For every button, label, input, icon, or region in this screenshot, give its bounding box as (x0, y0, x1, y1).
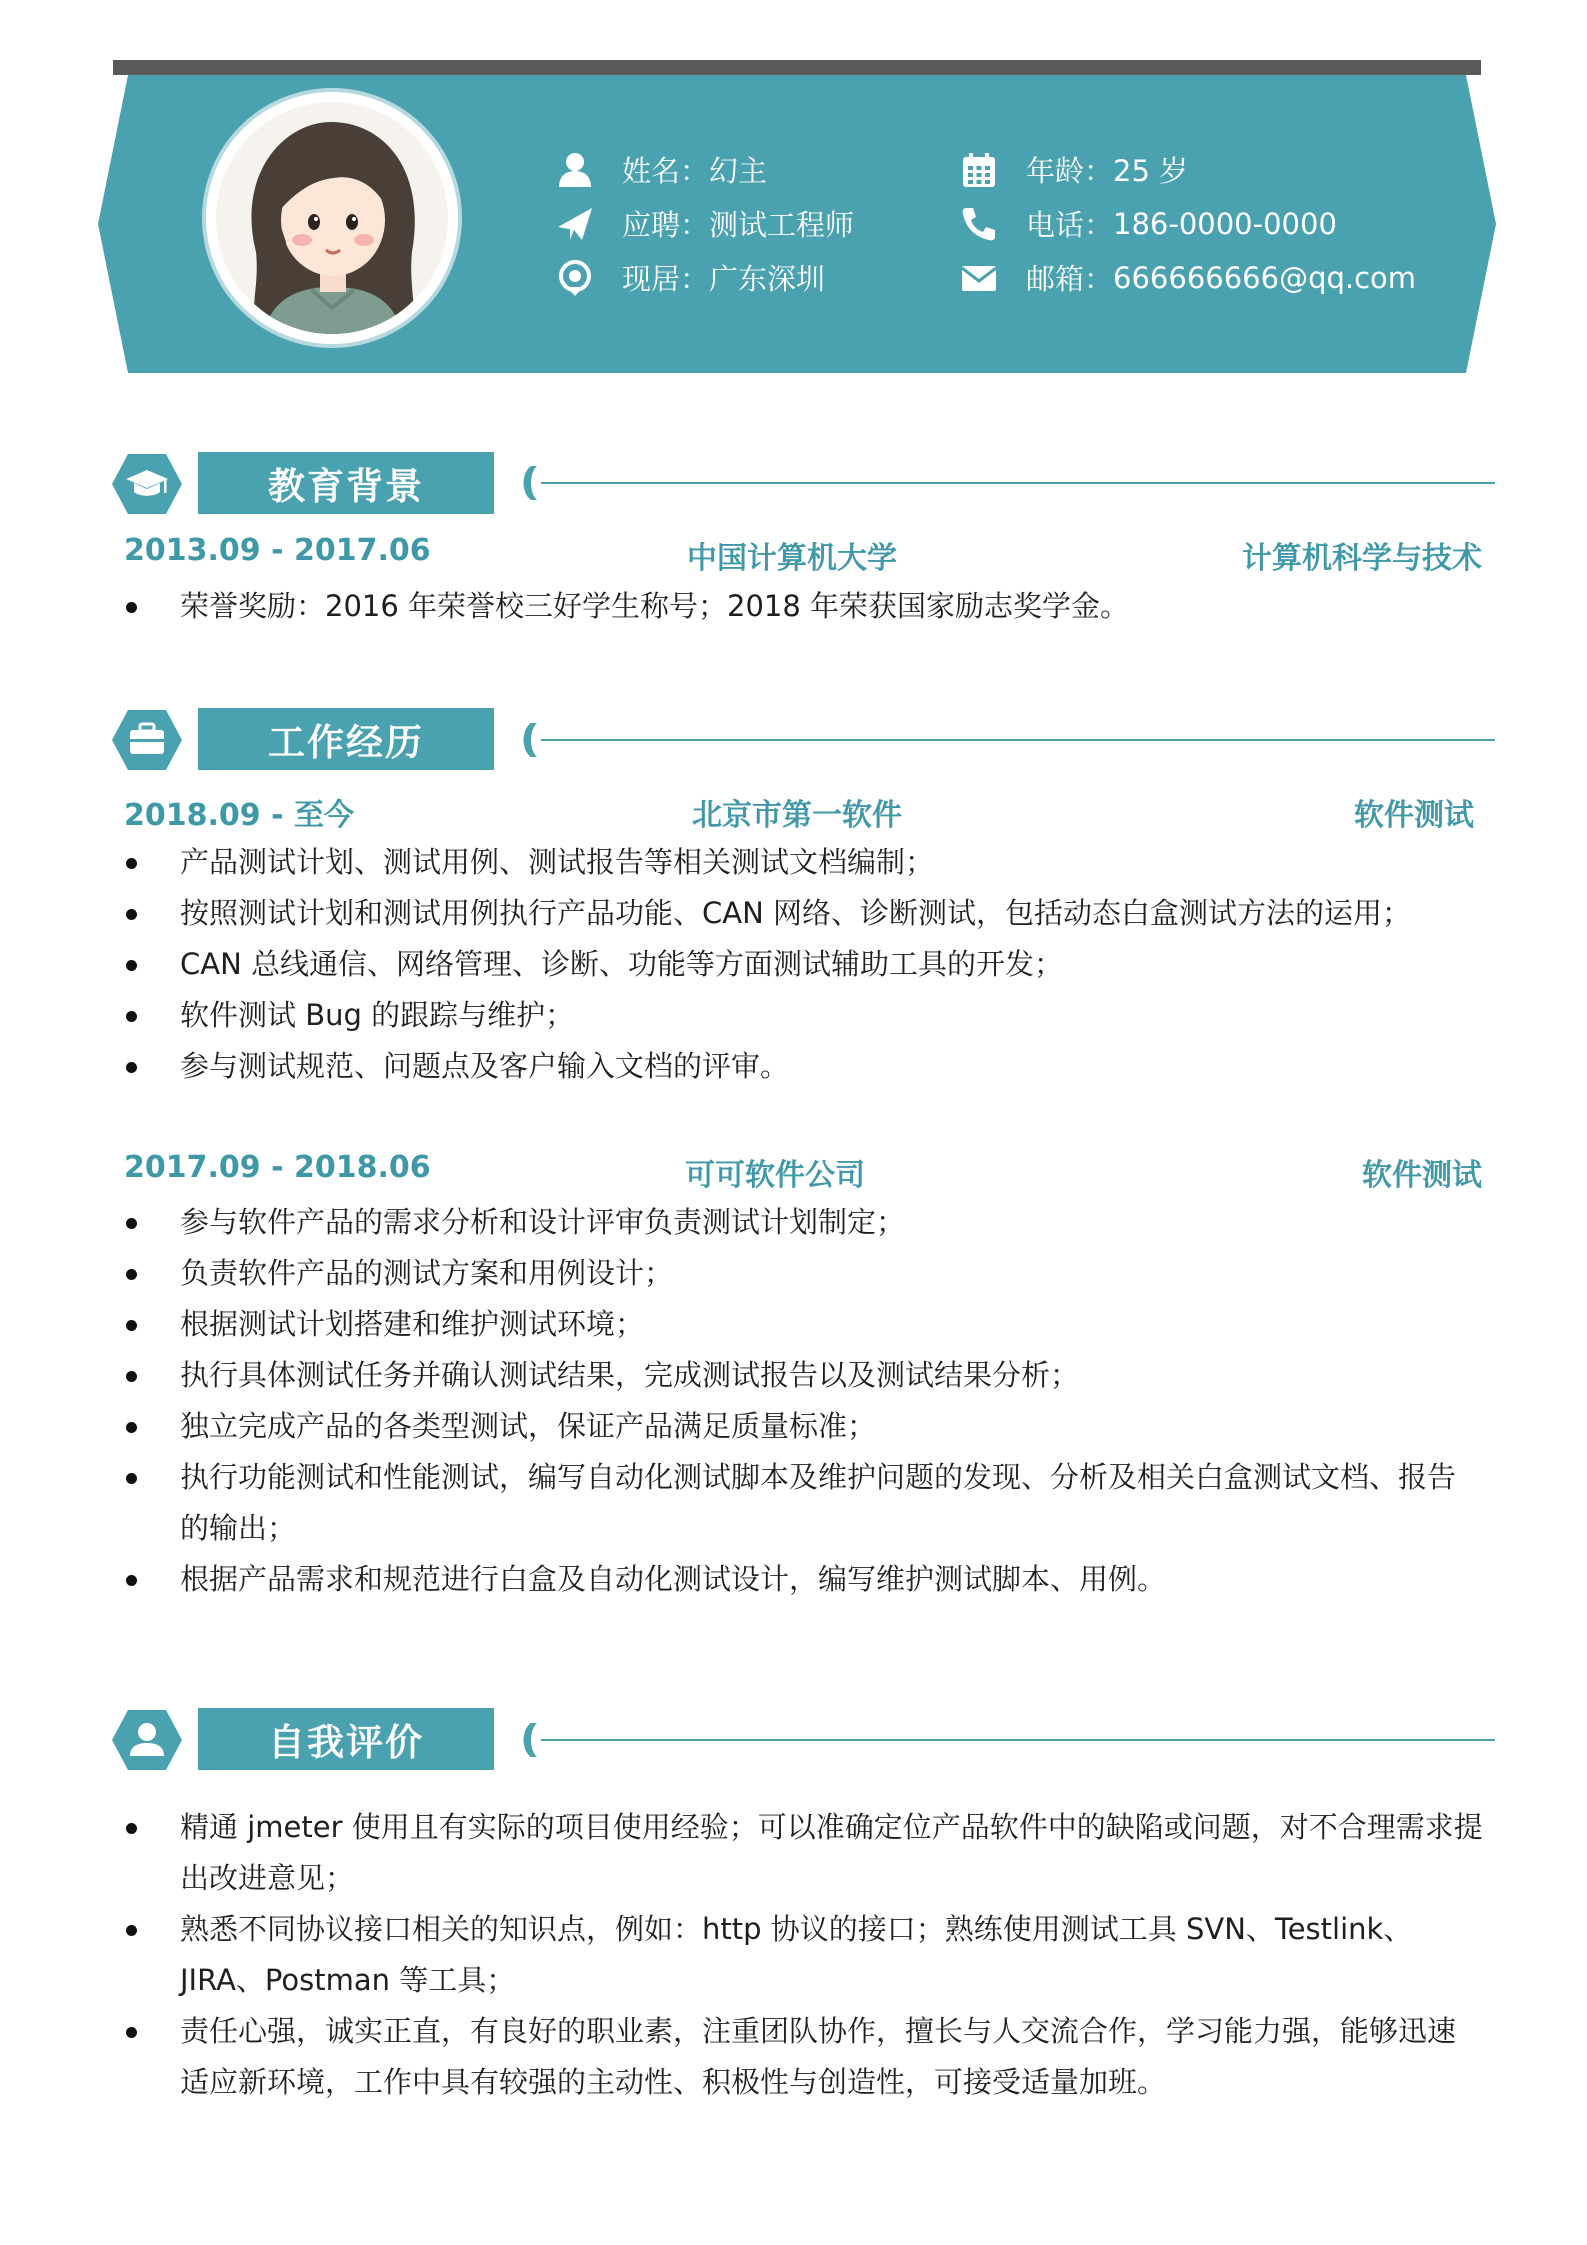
list-item: 执行功能测试和性能测试，编写自动化测试脚本及维护问题的发现、分析及相关白盒测试文档、报告的输出； (124, 1452, 1484, 1554)
work-period: 2018.09 - 至今 (124, 798, 354, 833)
list-item: 参与测试规范、问题点及客户输入文档的评审。 (124, 1041, 1484, 1092)
section-title-self: 自我评价 (198, 1708, 494, 1770)
envelope-icon (960, 259, 998, 297)
self-evaluation-bullets (124, 1802, 1484, 2108)
graduation-cap-icon (112, 452, 182, 516)
list-item: 根据产品需求和规范进行白盒及自动化测试设计，编写维护测试脚本、用例。 (124, 1554, 1484, 1605)
position-label: 应聘： (622, 208, 710, 242)
list-item: 熟悉不同协议接口相关的知识点，例如：http 协议的接口；熟练使用测试工具 SVN、Testlink、JIRA、Postman 等工具； (124, 1904, 1484, 2006)
list-item: 参与软件产品的需求分析和设计评审负责测试计划制定； (124, 1197, 1484, 1248)
work-company: 可可软件公司 (685, 1158, 865, 1193)
location-value: 广东深圳 (709, 262, 826, 296)
section-title-education: 教育背景 (198, 452, 494, 514)
cartoon-girl-avatar-icon (216, 102, 448, 334)
paper-plane-icon (556, 205, 594, 243)
briefcase-icon (112, 708, 182, 772)
section-divider (515, 720, 1495, 760)
email-label: 邮箱： (1026, 262, 1114, 296)
profile-position (556, 203, 854, 244)
work-role: 软件测试 (1354, 798, 1474, 833)
location-pin-icon (556, 259, 594, 297)
phone-icon (960, 205, 998, 243)
profile-name (556, 149, 767, 190)
work-entry-header (124, 1150, 1482, 1193)
list-item: 按照测试计划和测试用例执行产品功能、CAN 网络、诊断测试，包括动态白盒测试方法的运用； (124, 888, 1484, 939)
profile-email (960, 257, 1416, 298)
email-value: 666666666@qq.com (1113, 260, 1417, 295)
list-item: 负责软件产品的测试方案和用例设计； (124, 1248, 1484, 1299)
age-label: 年龄： (1026, 154, 1114, 188)
list-item: 责任心强，诚实正直，有良好的职业素，注重团队协作，擅长与人交流合作，学习能力强，能够迅速适应新环境，工作中具有较强的主动性、积极性与创造性，可接受适量加班。 (124, 2006, 1484, 2108)
position-value: 测试工程师 (709, 208, 855, 242)
header-top-bar (113, 60, 1481, 75)
phone-label: 电话： (1026, 208, 1114, 242)
work-company: 北京市第一软件 (692, 798, 902, 833)
section-divider (515, 1720, 1495, 1760)
list-item: 根据测试计划搭建和维护测试环境； (124, 1299, 1484, 1350)
profile-location (556, 257, 825, 298)
education-school: 中国计算机大学 (687, 541, 897, 576)
avatar (206, 92, 458, 344)
name-value: 幻主 (709, 154, 768, 188)
work-bullets (124, 837, 1484, 1092)
education-entry-header (124, 533, 1482, 576)
person-icon (556, 151, 594, 189)
work-period: 2017.09 - 2018.06 (124, 1150, 431, 1185)
list-item: CAN 总线通信、网络管理、诊断、功能等方面测试辅助工具的开发； (124, 939, 1484, 990)
list-item: 软件测试 Bug 的跟踪与维护； (124, 990, 1484, 1041)
user-icon (112, 1708, 182, 1772)
age-value: 25 岁 (1113, 154, 1189, 188)
location-label: 现居： (622, 262, 710, 296)
list-item: 精通 jmeter 使用且有实际的项目使用经验；可以准确定位产品软件中的缺陷或问题，对不合理需求提出改进意见； (124, 1802, 1484, 1904)
education-period: 2013.09 - 2017.06 (124, 533, 431, 568)
list-item: 产品测试计划、测试用例、测试报告等相关测试文档编制； (124, 837, 1484, 888)
calendar-icon (960, 151, 998, 189)
profile-age (960, 149, 1188, 190)
section-divider (515, 463, 1495, 503)
phone-value: 186-0000-0000 (1113, 206, 1337, 241)
name-label: 姓名： (622, 154, 710, 188)
list-item: 荣誉奖励：2016 年荣誉校三好学生称号；2018 年荣获国家励志奖学金。 (124, 581, 1484, 632)
work-entry-header (124, 790, 1482, 833)
profile-phone (960, 203, 1337, 244)
work-bullets (124, 1197, 1484, 1605)
list-item: 独立完成产品的各类型测试，保证产品满足质量标准； (124, 1401, 1484, 1452)
education-major: 计算机科学与技术 (1242, 541, 1482, 576)
work-role: 软件测试 (1362, 1158, 1482, 1193)
list-item: 执行具体测试任务并确认测试结果，完成测试报告以及测试结果分析； (124, 1350, 1484, 1401)
education-bullets (124, 581, 1484, 632)
section-title-work: 工作经历 (198, 708, 494, 770)
